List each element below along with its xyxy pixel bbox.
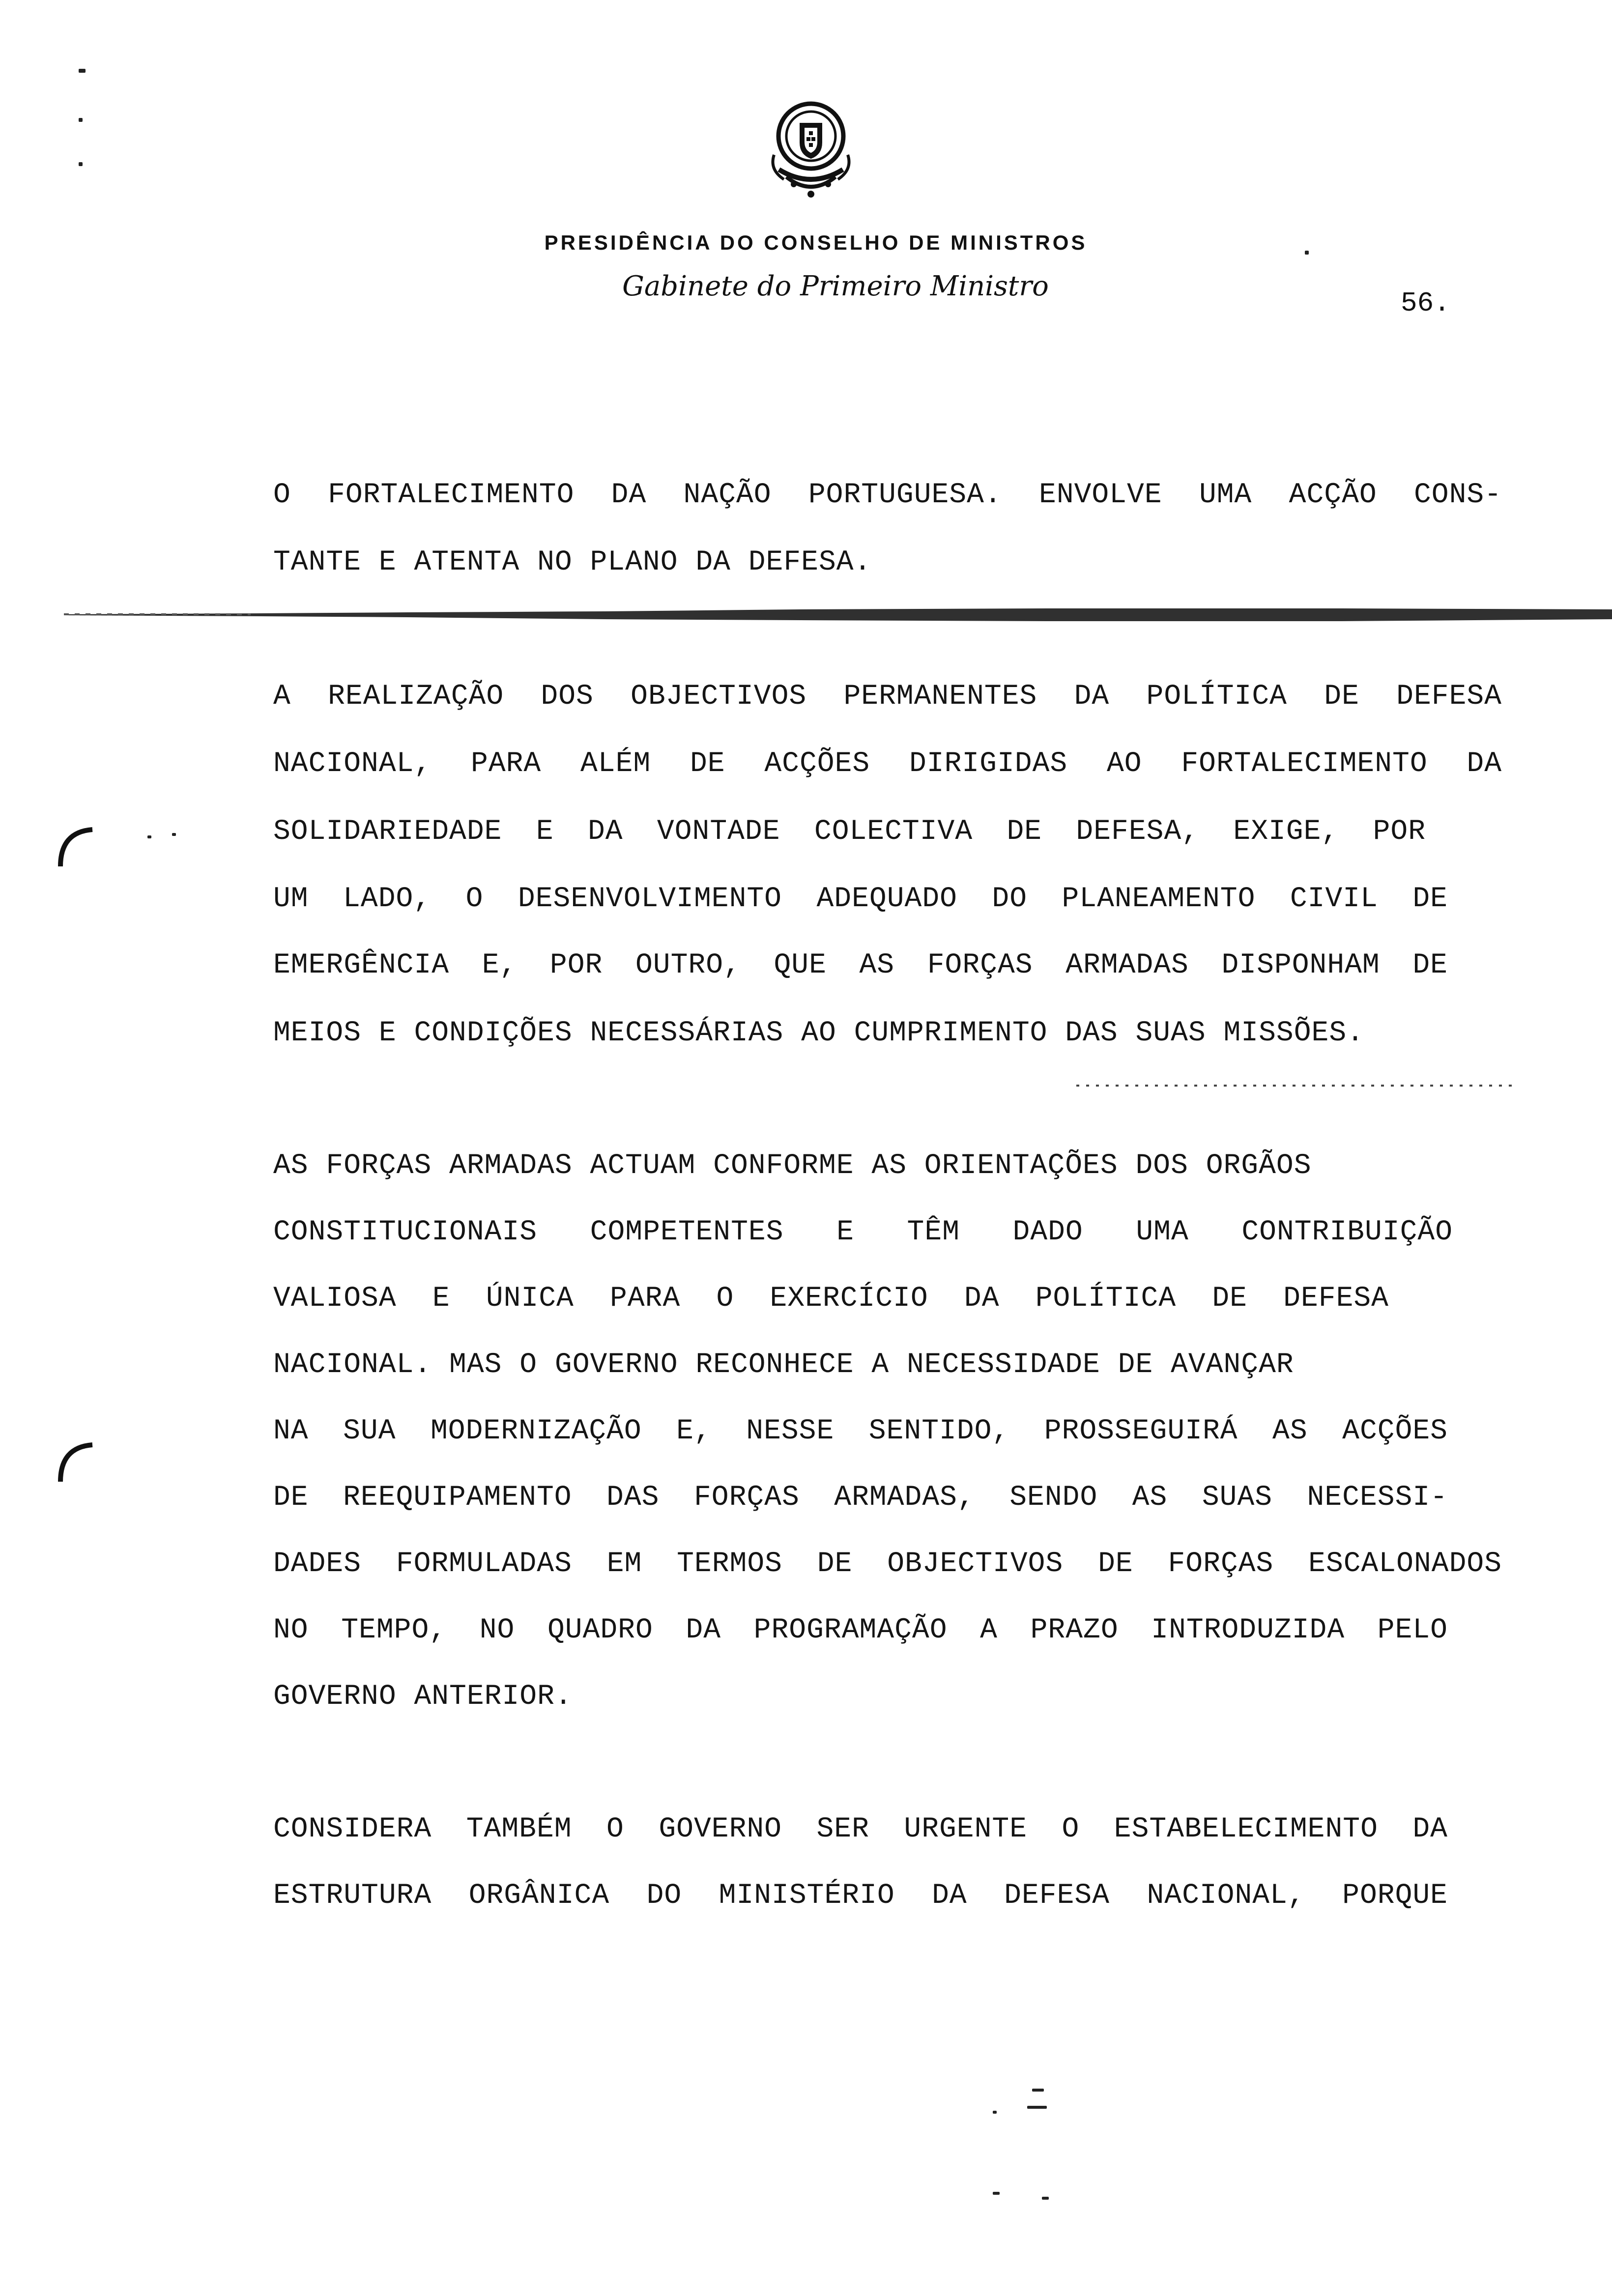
scan-speck (993, 2192, 1000, 2195)
paragraph-1-line-2: TANTE E ATENTA NO PLANO DA DEFESA. (273, 546, 872, 578)
paragraph-3-line-2: CONSTITUCIONAIS COMPETENTES E TÊM DADO UMA CONTRIBUIÇÃO (273, 1216, 1453, 1248)
header-subtitle: Gabinete do Primeiro Ministro (622, 270, 1049, 302)
paragraph-3-line-4: NACIONAL. MAS O GOVERNO RECONHECE A NECESSIDADE DE AVANÇAR (273, 1349, 1294, 1381)
paragraph-3-line-1: AS FORÇAS ARMADAS ACTUAM CONFORME AS ORIENTAÇÕES DOS ORGÃOS (273, 1150, 1312, 1182)
scan-artifact-streak (1076, 1080, 1519, 1091)
binder-hole-mark (53, 820, 107, 874)
binder-hole-mark (53, 1435, 107, 1489)
paragraph-3-line-5: NA SUA MODERNIZAÇÃO E, NESSE SENTIDO, PROSSEGUIRÁ AS ACÇÕES (273, 1415, 1448, 1447)
paragraph-3-line-3: VALIOSA E ÚNICA PARA O EXERCÍCIO DA POLÍTICA DE DEFESA (273, 1283, 1389, 1315)
header-title: PRESIDÊNCIA DO CONSELHO DE MINISTROS (544, 231, 1088, 254)
paragraph-2-line-3: SOLIDARIEDADE E DA VONTADE COLECTIVA DE DEFESA, EXIGE, POR (273, 816, 1426, 848)
paragraph-2-line-6: MEIOS E CONDIÇÕES NECESSÁRIAS AO CUMPRIMENTO DAS SUAS MISSÕES. (273, 1017, 1364, 1049)
scan-speck (1032, 2089, 1044, 2092)
page-number: 56. (1401, 287, 1450, 319)
scan-speck (1305, 251, 1309, 255)
paragraph-3-line-9: GOVERNO ANTERIOR. (273, 1681, 573, 1713)
scan-speck (79, 118, 83, 122)
scan-speck (1027, 2106, 1047, 2109)
paragraph-4-line-1: CONSIDERA TAMBÉM O GOVERNO SER URGENTE O ESTABELECIMENTO DA (273, 1813, 1448, 1845)
scan-speck (172, 833, 176, 836)
paragraph-2-line-1: A REALIZAÇÃO DOS OBJECTIVOS PERMANENTES DA POLÍTICA DE DEFESA (273, 681, 1502, 713)
paragraph-2-line-5: EMERGÊNCIA E, POR OUTRO, QUE AS FORÇAS ARMADAS DISPONHAM DE (273, 949, 1448, 981)
paragraph-4-line-2: ESTRUTURA ORGÂNICA DO MINISTÉRIO DA DEFESA NACIONAL, PORQUE (273, 1880, 1448, 1912)
paragraph-3-line-7: DADES FORMULADAS EM TERMOS DE OBJECTIVOS DE FORÇAS ESCALONADOS (273, 1548, 1502, 1580)
paragraph-2-line-2: NACIONAL, PARA ALÉM DE ACÇÕES DIRIGIDAS AO FORTALECIMENTO DA (273, 748, 1502, 780)
scan-speck (79, 69, 86, 73)
scan-speck (1042, 2197, 1049, 2200)
scan-speck (79, 162, 83, 166)
paragraph-2-line-4: UM LADO, O DESENVOLVIMENTO ADEQUADO DO PLANEAMENTO CIVIL DE (273, 883, 1448, 915)
paragraph-3-line-6: DE REEQUIPAMENTO DAS FORÇAS ARMADAS, SENDO AS SUAS NECESSI- (273, 1482, 1448, 1514)
paragraph-3-line-8: NO TEMPO, NO QUADRO DA PROGRAMAÇÃO A PRAZO INTRODUZIDA PELO (273, 1614, 1448, 1646)
coat-of-arms-icon (764, 96, 858, 201)
scan-artifact-band (64, 604, 1612, 624)
scan-speck (147, 835, 151, 838)
scan-speck (993, 2111, 997, 2114)
paragraph-1-line-1: O FORTALECIMENTO DA NAÇÃO PORTUGUESA. ENVOLVE UMA ACÇÃO CONS- (273, 479, 1502, 511)
